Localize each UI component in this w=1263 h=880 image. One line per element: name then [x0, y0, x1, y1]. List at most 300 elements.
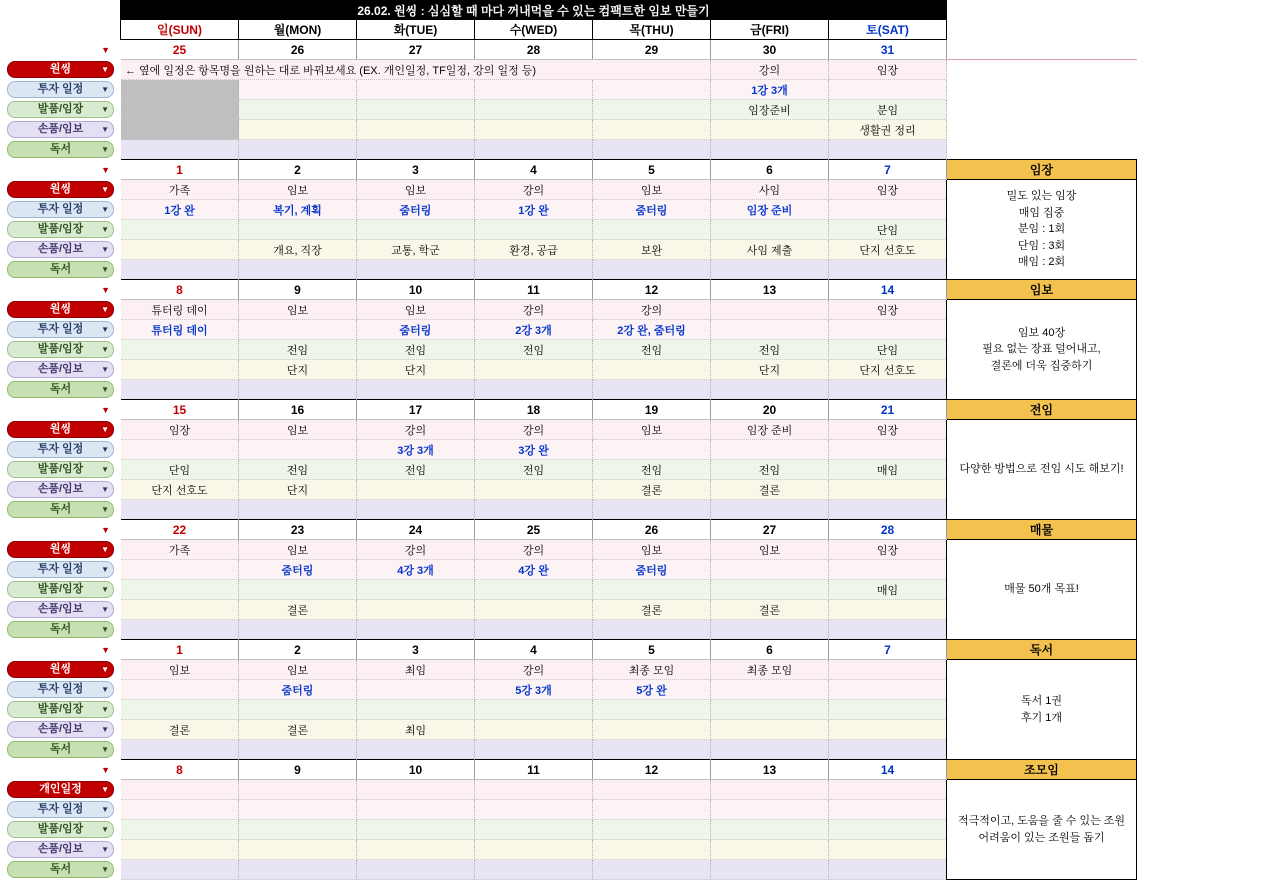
cell-4-field-0[interactable]: [121, 580, 239, 600]
cell-1-reading-3[interactable]: [475, 260, 593, 280]
cell-6-field-5[interactable]: [711, 820, 829, 840]
cell-2-reading-0[interactable]: [121, 380, 239, 400]
cell-1-field-1[interactable]: [239, 220, 357, 240]
cell-1-reading-4[interactable]: [593, 260, 711, 280]
date-cell-2-2[interactable]: 10: [357, 280, 475, 300]
row-label-onething-6[interactable]: 개인일정 ▼: [1, 780, 121, 800]
cell-2-reading-5[interactable]: [711, 380, 829, 400]
cell-3-field-6[interactable]: 매임: [829, 460, 947, 480]
cell-0-field-6[interactable]: 분임: [829, 100, 947, 120]
date-cell-1-5[interactable]: 6: [711, 160, 829, 180]
cell-3-onething-1[interactable]: 임보: [239, 420, 357, 440]
cell-0-onething-0[interactable]: ← 옆에 일정은 항목명을 원하는 대로 바꿔보세요 (EX. 개인일정, TF일정, 강의 일정 등): [121, 60, 711, 80]
row-label-invest-1[interactable]: 투자 일정 ▼: [1, 200, 121, 220]
cell-6-reading-4[interactable]: [593, 860, 711, 880]
cell-4-invest-6[interactable]: [829, 560, 947, 580]
cell-4-desk-3[interactable]: [475, 600, 593, 620]
cell-4-invest-2[interactable]: 4강 3개: [357, 560, 475, 580]
cell-1-field-2[interactable]: [357, 220, 475, 240]
row-label-reading-5[interactable]: 독서 ▼: [1, 740, 121, 760]
cell-1-invest-5[interactable]: 임장 준비: [711, 200, 829, 220]
cell-3-invest-5[interactable]: [711, 440, 829, 460]
date-cell-1-6[interactable]: 7: [829, 160, 947, 180]
row-label-onething-4[interactable]: 원씽 ▼: [1, 540, 121, 560]
cell-2-reading-4[interactable]: [593, 380, 711, 400]
cell-1-onething-4[interactable]: 임보: [593, 180, 711, 200]
row-label-desk-6[interactable]: 손품/임보 ▼: [1, 840, 121, 860]
cell-5-invest-0[interactable]: [121, 680, 239, 700]
cell-5-desk-6[interactable]: [829, 720, 947, 740]
row-label-desk-1[interactable]: 손품/임보 ▼: [1, 240, 121, 260]
date-cell-6-1[interactable]: 9: [239, 760, 357, 780]
cell-3-field-5[interactable]: 전임: [711, 460, 829, 480]
cell-4-invest-0[interactable]: [121, 560, 239, 580]
cell-3-invest-6[interactable]: [829, 440, 947, 460]
cell-6-invest-3[interactable]: [475, 800, 593, 820]
cell-5-invest-6[interactable]: [829, 680, 947, 700]
cell-2-invest-5[interactable]: [711, 320, 829, 340]
cell-3-reading-5[interactable]: [711, 500, 829, 520]
date-cell-4-4[interactable]: 26: [593, 520, 711, 540]
cell-3-desk-6[interactable]: [829, 480, 947, 500]
row-label-onething-1[interactable]: 원씽 ▼: [1, 180, 121, 200]
date-cell-4-0[interactable]: 22: [121, 520, 239, 540]
cell-2-reading-2[interactable]: [357, 380, 475, 400]
cell-6-invest-6[interactable]: [829, 800, 947, 820]
cell-3-field-2[interactable]: 전임: [357, 460, 475, 480]
cell-6-invest-5[interactable]: [711, 800, 829, 820]
cell-1-desk-6[interactable]: 단지 선호도: [829, 240, 947, 260]
cell-4-field-4[interactable]: [593, 580, 711, 600]
cell-4-invest-5[interactable]: [711, 560, 829, 580]
cell-1-onething-5[interactable]: 사임: [711, 180, 829, 200]
cell-6-desk-2[interactable]: [357, 840, 475, 860]
cell-5-invest-1[interactable]: 줌터링: [239, 680, 357, 700]
row-label-invest-0[interactable]: 투자 일정 ▼: [1, 80, 121, 100]
cell-4-desk-5[interactable]: 결론: [711, 600, 829, 620]
cell-1-invest-6[interactable]: [829, 200, 947, 220]
cell-2-onething-4[interactable]: 강의: [593, 300, 711, 320]
date-cell-4-2[interactable]: 24: [357, 520, 475, 540]
cell-5-onething-2[interactable]: 최임: [357, 660, 475, 680]
cell-4-invest-3[interactable]: 4강 완: [475, 560, 593, 580]
row-label-invest-6[interactable]: 투자 일정 ▼: [1, 800, 121, 820]
cell-5-onething-5[interactable]: 최종 모임: [711, 660, 829, 680]
cell-3-reading-3[interactable]: [475, 500, 593, 520]
cell-6-reading-1[interactable]: [239, 860, 357, 880]
week-collapse-toggle-4[interactable]: ▼: [1, 520, 121, 540]
cell-1-desk-4[interactable]: 보완: [593, 240, 711, 260]
cell-5-reading-2[interactable]: [357, 740, 475, 760]
cell-0-field-0[interactable]: [121, 100, 239, 120]
cell-2-desk-0[interactable]: [121, 360, 239, 380]
cell-5-reading-0[interactable]: [121, 740, 239, 760]
cell-4-desk-1[interactable]: 결론: [239, 600, 357, 620]
cell-6-field-6[interactable]: [829, 820, 947, 840]
cell-3-desk-2[interactable]: [357, 480, 475, 500]
cell-3-reading-2[interactable]: [357, 500, 475, 520]
cell-2-reading-1[interactable]: [239, 380, 357, 400]
cell-2-onething-5[interactable]: [711, 300, 829, 320]
date-cell-4-3[interactable]: 25: [475, 520, 593, 540]
date-cell-5-4[interactable]: 5: [593, 640, 711, 660]
date-cell-4-5[interactable]: 27: [711, 520, 829, 540]
cell-2-field-4[interactable]: 전임: [593, 340, 711, 360]
cell-2-desk-4[interactable]: [593, 360, 711, 380]
date-cell-3-3[interactable]: 18: [475, 400, 593, 420]
cell-4-desk-2[interactable]: [357, 600, 475, 620]
cell-1-onething-0[interactable]: 가족: [121, 180, 239, 200]
cell-0-desk-3[interactable]: [475, 120, 593, 140]
cell-4-onething-3[interactable]: 강의: [475, 540, 593, 560]
cell-0-onething-6[interactable]: 임장: [829, 60, 947, 80]
cell-6-field-3[interactable]: [475, 820, 593, 840]
row-label-onething-3[interactable]: 원씽 ▼: [1, 420, 121, 440]
cell-2-field-3[interactable]: 전임: [475, 340, 593, 360]
cell-1-field-3[interactable]: [475, 220, 593, 240]
cell-6-desk-0[interactable]: [121, 840, 239, 860]
cell-5-field-0[interactable]: [121, 700, 239, 720]
cell-6-reading-0[interactable]: [121, 860, 239, 880]
date-cell-5-3[interactable]: 4: [475, 640, 593, 660]
date-cell-2-1[interactable]: 9: [239, 280, 357, 300]
cell-6-onething-6[interactable]: [829, 780, 947, 800]
cell-2-desk-1[interactable]: 단지: [239, 360, 357, 380]
cell-3-field-4[interactable]: 전임: [593, 460, 711, 480]
week-collapse-toggle-6[interactable]: ▼: [1, 760, 121, 780]
cell-0-field-5[interactable]: 임장준비: [711, 100, 829, 120]
cell-0-invest-2[interactable]: [357, 80, 475, 100]
row-label-field-6[interactable]: 발품/임장 ▼: [1, 820, 121, 840]
row-label-desk-3[interactable]: 손품/임보 ▼: [1, 480, 121, 500]
cell-2-field-0[interactable]: [121, 340, 239, 360]
cell-1-reading-2[interactable]: [357, 260, 475, 280]
date-cell-0-1[interactable]: 26: [239, 40, 357, 60]
cell-5-field-2[interactable]: [357, 700, 475, 720]
cell-0-invest-5[interactable]: 1강 3개: [711, 80, 829, 100]
date-cell-2-3[interactable]: 11: [475, 280, 593, 300]
cell-4-reading-1[interactable]: [239, 620, 357, 640]
cell-0-desk-4[interactable]: [593, 120, 711, 140]
cell-1-invest-1[interactable]: 복기, 계획: [239, 200, 357, 220]
cell-6-onething-5[interactable]: [711, 780, 829, 800]
cell-1-desk-5[interactable]: 사임 제출: [711, 240, 829, 260]
cell-0-reading-5[interactable]: [711, 140, 829, 160]
cell-3-invest-2[interactable]: 3강 3개: [357, 440, 475, 460]
date-cell-1-2[interactable]: 3: [357, 160, 475, 180]
cell-6-reading-3[interactable]: [475, 860, 593, 880]
week-collapse-toggle-3[interactable]: ▼: [1, 400, 121, 420]
row-label-reading-3[interactable]: 독서 ▼: [1, 500, 121, 520]
cell-5-invest-5[interactable]: [711, 680, 829, 700]
cell-4-onething-4[interactable]: 임보: [593, 540, 711, 560]
cell-0-field-3[interactable]: [475, 100, 593, 120]
date-cell-0-0[interactable]: 25: [121, 40, 239, 60]
date-cell-5-0[interactable]: 1: [121, 640, 239, 660]
cell-0-desk-6[interactable]: 생활권 정리: [829, 120, 947, 140]
cell-3-reading-0[interactable]: [121, 500, 239, 520]
cell-4-invest-1[interactable]: 줌터링: [239, 560, 357, 580]
date-cell-3-4[interactable]: 19: [593, 400, 711, 420]
date-cell-2-5[interactable]: 13: [711, 280, 829, 300]
row-label-field-3[interactable]: 발품/임장 ▼: [1, 460, 121, 480]
cell-0-invest-6[interactable]: [829, 80, 947, 100]
cell-1-reading-1[interactable]: [239, 260, 357, 280]
cell-6-invest-2[interactable]: [357, 800, 475, 820]
cell-5-invest-3[interactable]: 5강 3개: [475, 680, 593, 700]
cell-0-invest-1[interactable]: [239, 80, 357, 100]
cell-4-reading-4[interactable]: [593, 620, 711, 640]
cell-4-field-3[interactable]: [475, 580, 593, 600]
cell-3-onething-3[interactable]: 강의: [475, 420, 593, 440]
week-collapse-toggle-5[interactable]: ▼: [1, 640, 121, 660]
date-cell-2-0[interactable]: 8: [121, 280, 239, 300]
cell-5-reading-4[interactable]: [593, 740, 711, 760]
date-cell-1-1[interactable]: 2: [239, 160, 357, 180]
date-cell-5-2[interactable]: 3: [357, 640, 475, 660]
date-cell-0-6[interactable]: 31: [829, 40, 947, 60]
cell-4-field-5[interactable]: [711, 580, 829, 600]
cell-0-reading-3[interactable]: [475, 140, 593, 160]
row-label-desk-0[interactable]: 손품/임보 ▼: [1, 120, 121, 140]
date-cell-1-0[interactable]: 1: [121, 160, 239, 180]
date-cell-6-0[interactable]: 8: [121, 760, 239, 780]
cell-0-reading-4[interactable]: [593, 140, 711, 160]
cell-5-reading-5[interactable]: [711, 740, 829, 760]
cell-3-onething-2[interactable]: 강의: [357, 420, 475, 440]
date-cell-4-6[interactable]: 28: [829, 520, 947, 540]
cell-0-reading-2[interactable]: [357, 140, 475, 160]
date-cell-3-5[interactable]: 20: [711, 400, 829, 420]
cell-6-invest-4[interactable]: [593, 800, 711, 820]
cell-5-reading-3[interactable]: [475, 740, 593, 760]
row-label-invest-4[interactable]: 투자 일정 ▼: [1, 560, 121, 580]
cell-5-field-1[interactable]: [239, 700, 357, 720]
cell-2-desk-3[interactable]: [475, 360, 593, 380]
date-cell-0-4[interactable]: 29: [593, 40, 711, 60]
week-collapse-toggle-1[interactable]: ▼: [1, 160, 121, 180]
row-label-field-2[interactable]: 발품/임장 ▼: [1, 340, 121, 360]
cell-4-desk-6[interactable]: [829, 600, 947, 620]
cell-6-desk-1[interactable]: [239, 840, 357, 860]
cell-1-field-0[interactable]: [121, 220, 239, 240]
cell-2-field-6[interactable]: 단임: [829, 340, 947, 360]
cell-1-onething-3[interactable]: 강의: [475, 180, 593, 200]
date-cell-6-6[interactable]: 14: [829, 760, 947, 780]
cell-5-invest-4[interactable]: 5강 완: [593, 680, 711, 700]
cell-1-onething-2[interactable]: 임보: [357, 180, 475, 200]
cell-5-desk-1[interactable]: 결론: [239, 720, 357, 740]
cell-6-desk-5[interactable]: [711, 840, 829, 860]
cell-5-onething-1[interactable]: 임보: [239, 660, 357, 680]
cell-4-reading-6[interactable]: [829, 620, 947, 640]
cell-3-field-0[interactable]: 단임: [121, 460, 239, 480]
date-cell-2-4[interactable]: 12: [593, 280, 711, 300]
row-label-invest-3[interactable]: 투자 일정 ▼: [1, 440, 121, 460]
cell-0-reading-0[interactable]: [121, 140, 239, 160]
cell-5-field-4[interactable]: [593, 700, 711, 720]
cell-4-field-1[interactable]: [239, 580, 357, 600]
cell-0-desk-2[interactable]: [357, 120, 475, 140]
cell-3-field-1[interactable]: 전임: [239, 460, 357, 480]
cell-6-onething-4[interactable]: [593, 780, 711, 800]
cell-1-invest-4[interactable]: 줌터링: [593, 200, 711, 220]
cell-4-onething-5[interactable]: 임보: [711, 540, 829, 560]
week-collapse-toggle-2[interactable]: ▼: [1, 280, 121, 300]
cell-5-desk-5[interactable]: [711, 720, 829, 740]
cell-3-desk-5[interactable]: 결론: [711, 480, 829, 500]
cell-4-field-6[interactable]: 매임: [829, 580, 947, 600]
cell-6-onething-2[interactable]: [357, 780, 475, 800]
cell-4-reading-3[interactable]: [475, 620, 593, 640]
date-cell-3-6[interactable]: 21: [829, 400, 947, 420]
week-collapse-toggle-0[interactable]: ▼: [1, 40, 121, 60]
cell-5-reading-6[interactable]: [829, 740, 947, 760]
cell-2-field-1[interactable]: 전임: [239, 340, 357, 360]
cell-3-onething-4[interactable]: 임보: [593, 420, 711, 440]
row-label-reading-0[interactable]: 독서 ▼: [1, 140, 121, 160]
date-cell-0-5[interactable]: 30: [711, 40, 829, 60]
cell-2-onething-1[interactable]: 임보: [239, 300, 357, 320]
date-cell-3-0[interactable]: 15: [121, 400, 239, 420]
cell-2-desk-2[interactable]: 단지: [357, 360, 475, 380]
cell-2-desk-6[interactable]: 단지 선호도: [829, 360, 947, 380]
cell-2-invest-6[interactable]: [829, 320, 947, 340]
cell-5-desk-0[interactable]: 결론: [121, 720, 239, 740]
row-label-invest-5[interactable]: 투자 일정 ▼: [1, 680, 121, 700]
cell-1-invest-0[interactable]: 1강 완: [121, 200, 239, 220]
cell-1-onething-6[interactable]: 임장: [829, 180, 947, 200]
cell-5-onething-0[interactable]: 임보: [121, 660, 239, 680]
cell-4-onething-2[interactable]: 강의: [357, 540, 475, 560]
cell-3-reading-6[interactable]: [829, 500, 947, 520]
date-cell-3-2[interactable]: 17: [357, 400, 475, 420]
cell-1-field-5[interactable]: [711, 220, 829, 240]
row-label-reading-6[interactable]: 독서 ▼: [1, 860, 121, 880]
cell-5-field-3[interactable]: [475, 700, 593, 720]
cell-0-invest-3[interactable]: [475, 80, 593, 100]
cell-0-desk-5[interactable]: [711, 120, 829, 140]
cell-6-desk-3[interactable]: [475, 840, 593, 860]
cell-2-onething-0[interactable]: 튜터링 데이: [121, 300, 239, 320]
row-label-onething-0[interactable]: 원씽 ▼: [1, 60, 121, 80]
cell-0-desk-0[interactable]: [121, 120, 239, 140]
cell-0-reading-6[interactable]: [829, 140, 947, 160]
cell-4-desk-0[interactable]: [121, 600, 239, 620]
cell-6-reading-5[interactable]: [711, 860, 829, 880]
cell-0-onething-5[interactable]: 강의: [711, 60, 829, 80]
cell-1-onething-1[interactable]: 임보: [239, 180, 357, 200]
row-label-invest-2[interactable]: 투자 일정 ▼: [1, 320, 121, 340]
date-cell-3-1[interactable]: 16: [239, 400, 357, 420]
date-cell-5-5[interactable]: 6: [711, 640, 829, 660]
row-label-onething-2[interactable]: 원씽 ▼: [1, 300, 121, 320]
cell-2-onething-3[interactable]: 강의: [475, 300, 593, 320]
cell-6-field-2[interactable]: [357, 820, 475, 840]
date-cell-4-1[interactable]: 23: [239, 520, 357, 540]
row-label-reading-2[interactable]: 독서 ▼: [1, 380, 121, 400]
cell-3-invest-4[interactable]: [593, 440, 711, 460]
cell-5-onething-3[interactable]: 강의: [475, 660, 593, 680]
date-cell-6-5[interactable]: 13: [711, 760, 829, 780]
cell-6-invest-0[interactable]: [121, 800, 239, 820]
cell-1-desk-1[interactable]: 개요, 직장: [239, 240, 357, 260]
cell-2-field-5[interactable]: 전임: [711, 340, 829, 360]
cell-0-field-2[interactable]: [357, 100, 475, 120]
row-label-reading-1[interactable]: 독서 ▼: [1, 260, 121, 280]
cell-2-invest-1[interactable]: [239, 320, 357, 340]
cell-2-invest-0[interactable]: 튜터링 데이: [121, 320, 239, 340]
row-label-field-5[interactable]: 발품/임장 ▼: [1, 700, 121, 720]
cell-5-desk-3[interactable]: [475, 720, 593, 740]
cell-4-reading-5[interactable]: [711, 620, 829, 640]
date-cell-0-3[interactable]: 28: [475, 40, 593, 60]
cell-3-desk-4[interactable]: 결론: [593, 480, 711, 500]
row-label-desk-2[interactable]: 손품/임보 ▼: [1, 360, 121, 380]
cell-3-desk-1[interactable]: 단지: [239, 480, 357, 500]
cell-1-reading-5[interactable]: [711, 260, 829, 280]
cell-4-invest-4[interactable]: 줌터링: [593, 560, 711, 580]
date-cell-5-6[interactable]: 7: [829, 640, 947, 660]
date-cell-6-4[interactable]: 12: [593, 760, 711, 780]
cell-3-onething-5[interactable]: 임장 준비: [711, 420, 829, 440]
cell-0-invest-0[interactable]: [121, 80, 239, 100]
cell-6-onething-1[interactable]: [239, 780, 357, 800]
cell-4-field-2[interactable]: [357, 580, 475, 600]
cell-5-field-6[interactable]: [829, 700, 947, 720]
cell-1-invest-3[interactable]: 1강 완: [475, 200, 593, 220]
cell-2-reading-3[interactable]: [475, 380, 593, 400]
cell-1-invest-2[interactable]: 줌터링: [357, 200, 475, 220]
cell-1-field-6[interactable]: 단임: [829, 220, 947, 240]
cell-5-desk-2[interactable]: 최임: [357, 720, 475, 740]
cell-0-reading-1[interactable]: [239, 140, 357, 160]
row-label-field-4[interactable]: 발품/임장 ▼: [1, 580, 121, 600]
cell-2-invest-3[interactable]: 2강 3개: [475, 320, 593, 340]
cell-3-invest-0[interactable]: [121, 440, 239, 460]
cell-2-onething-2[interactable]: 임보: [357, 300, 475, 320]
cell-1-desk-0[interactable]: [121, 240, 239, 260]
cell-4-onething-1[interactable]: 임보: [239, 540, 357, 560]
cell-6-field-1[interactable]: [239, 820, 357, 840]
cell-3-field-3[interactable]: 전임: [475, 460, 593, 480]
date-cell-2-6[interactable]: 14: [829, 280, 947, 300]
cell-3-invest-1[interactable]: [239, 440, 357, 460]
cell-1-desk-2[interactable]: 교통, 학군: [357, 240, 475, 260]
cell-6-invest-1[interactable]: [239, 800, 357, 820]
cell-6-onething-0[interactable]: [121, 780, 239, 800]
row-label-field-0[interactable]: 발품/임장 ▼: [1, 100, 121, 120]
cell-1-field-4[interactable]: [593, 220, 711, 240]
cell-6-reading-6[interactable]: [829, 860, 947, 880]
date-cell-6-3[interactable]: 11: [475, 760, 593, 780]
cell-5-field-5[interactable]: [711, 700, 829, 720]
cell-0-field-4[interactable]: [593, 100, 711, 120]
row-label-onething-5[interactable]: 원씽 ▼: [1, 660, 121, 680]
date-cell-1-4[interactable]: 5: [593, 160, 711, 180]
cell-3-invest-3[interactable]: 3강 완: [475, 440, 593, 460]
cell-0-desk-1[interactable]: [239, 120, 357, 140]
cell-6-reading-2[interactable]: [357, 860, 475, 880]
cell-3-onething-6[interactable]: 임장: [829, 420, 947, 440]
cell-4-onething-0[interactable]: 가족: [121, 540, 239, 560]
cell-6-desk-4[interactable]: [593, 840, 711, 860]
cell-5-reading-1[interactable]: [239, 740, 357, 760]
cell-4-onething-6[interactable]: 임장: [829, 540, 947, 560]
row-label-reading-4[interactable]: 독서 ▼: [1, 620, 121, 640]
cell-0-invest-4[interactable]: [593, 80, 711, 100]
cell-2-desk-5[interactable]: 단지: [711, 360, 829, 380]
